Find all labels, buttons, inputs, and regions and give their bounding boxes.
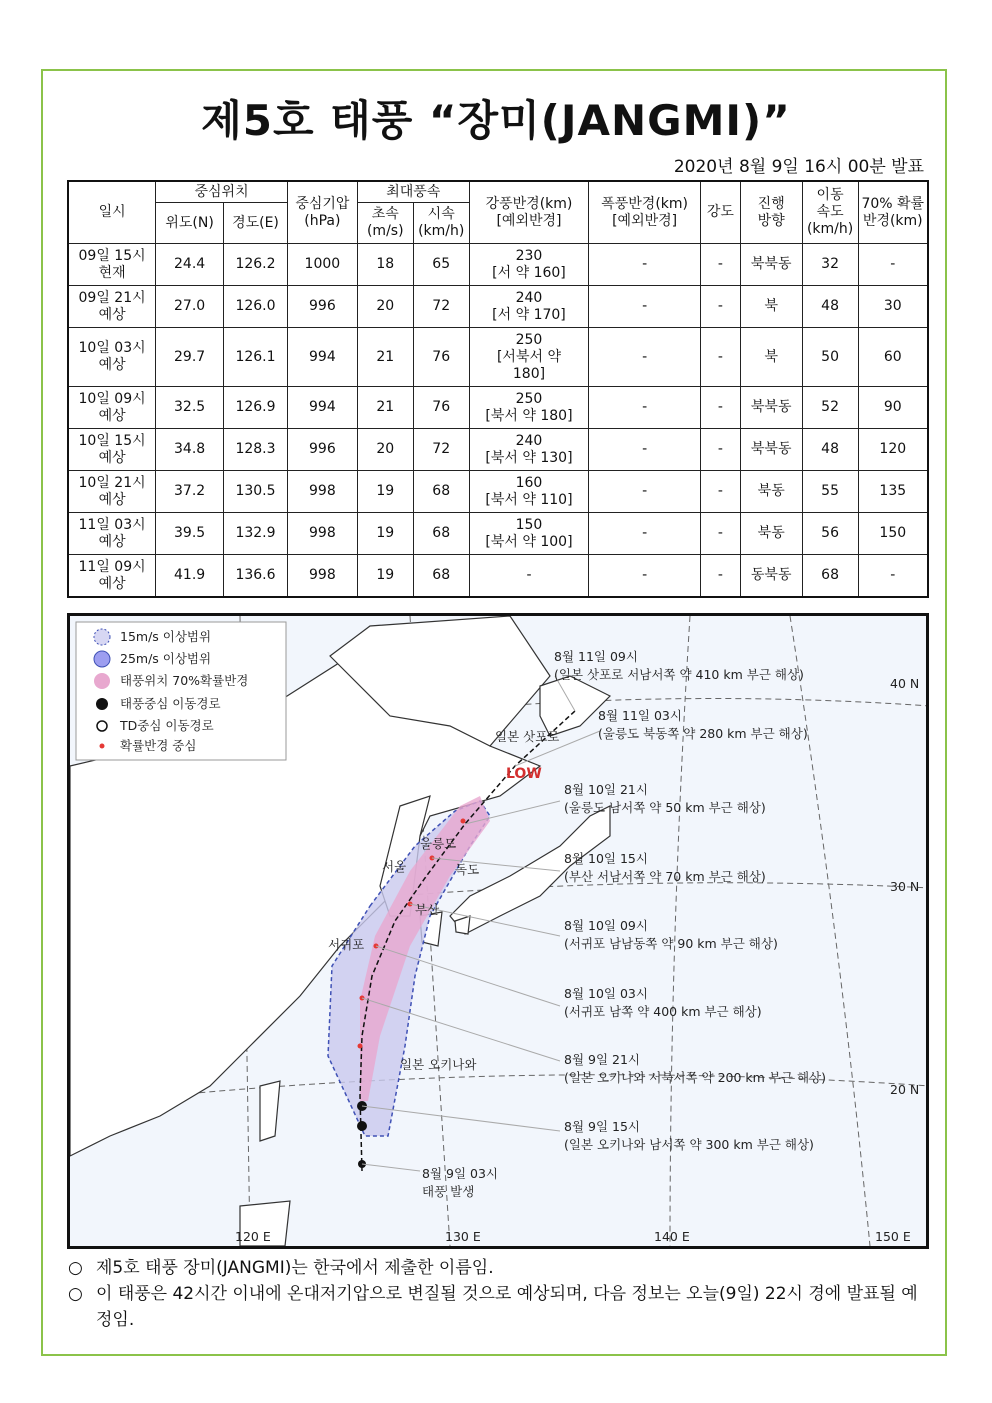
cell-spd: 32 [802,244,858,286]
header-strong-radius: 강풍반경(km) [예외반경] [469,181,589,244]
cell-time: 11일 03시 예상 [68,513,156,555]
cell-dir: 동북동 [740,555,802,598]
cell-lat: 32.5 [156,387,224,429]
place-seogwipo: 서귀포 [328,937,365,952]
table-row [68,286,928,328]
callout-10-21-time: 8월 10일 21시 [564,782,648,797]
cell-time: 10일 15시 예상 [68,429,156,471]
cell-dir: 북 [740,286,802,328]
cell-storm: - [589,555,701,598]
cell-p: 996 [287,429,357,471]
callout-09-03-time: 8월 9일 03시 [422,1166,498,1181]
cell-lon: 136.6 [224,555,288,598]
cell-prob: - [858,555,928,598]
cell-storm: - [589,328,701,387]
table-row [68,328,928,387]
place-dokdo: 독도 [455,862,480,877]
cell-int: - [700,244,740,286]
issue-date: 2020년 8월 9일 16시 00분 발표 [673,157,924,177]
callout-10-09-time: 8월 10일 09시 [564,918,648,933]
cell-storm: - [589,513,701,555]
cell-prob: 60 [858,328,928,387]
legend-text-track: 태풍중심 이동경로 [120,696,221,711]
cell-lon: 128.3 [224,429,288,471]
note-1-text: 제5호 태풍 장미(JANGMI)는 한국에서 제출한 이름임. [96,1258,494,1278]
cell-int: - [700,555,740,598]
callout-10-15-desc: (부산 서남서쪽 약 70 km 부근 해상) [564,869,766,884]
lat-20: 20 N [890,1082,920,1097]
cell-kmh: 68 [413,471,469,513]
callout-09-03-desc: 태풍 발생 [422,1184,475,1199]
cell-strong: 250 [북서 약 180] [469,387,589,429]
header-prob-radius: 70% 확률 반경(km) [858,181,928,244]
cell-storm: - [589,471,701,513]
cell-p: 998 [287,471,357,513]
header-intensity: 강도 [700,181,740,244]
cell-prob: 135 [858,471,928,513]
cell-storm: - [589,286,701,328]
note-1 [68,1255,928,1281]
cell-strong: 250 [서북서 약 180] [469,328,589,387]
cell-time: 11일 09시 예상 [68,555,156,598]
cell-spd: 55 [802,471,858,513]
note-1-bullet: ○ [68,1258,83,1278]
page-title: 제5호 태풍 “장미(JANGMI)” [201,96,791,145]
cell-spd: 48 [802,286,858,328]
cell-prob: 120 [858,429,928,471]
cell-lon: 126.2 [224,244,288,286]
place-sapporo: 일본 삿포로 [495,729,560,744]
legend-prob-icon [94,673,110,689]
cell-lat: 41.9 [156,555,224,598]
cell-int: - [700,328,740,387]
table-row [68,555,928,598]
cell-lat: 24.4 [156,244,224,286]
cell-int: - [700,513,740,555]
track-map [67,613,929,1249]
place-seoul: 서울 [382,859,407,874]
callout-09-15-desc: (일본 오키나와 남서쪽 약 300 km 부근 해상) [564,1137,814,1152]
cell-spd: 56 [802,513,858,555]
note-2 [68,1281,928,1333]
note-2-bullet: ○ [68,1284,83,1304]
cell-strong: 150 [북서 약 100] [469,513,589,555]
table-row [68,244,928,286]
cell-time: 10일 09시 예상 [68,387,156,429]
cell-ms: 20 [357,286,413,328]
callout-09-21-time: 8월 9일 21시 [564,1052,640,1067]
note-2-text: 이 태풍은 42시간 이내에 온대저기압으로 변질될 것으로 예상되며, 다음 정보는 오늘(9일) 22시 경에 발표될 예정임. [96,1284,918,1330]
table-row [68,387,928,429]
cell-int: - [700,387,740,429]
cell-strong: 240 [서 약 170] [469,286,589,328]
header-ms: 초속 (m/s) [357,203,413,244]
cell-int: - [700,429,740,471]
cell-strong: - [469,555,589,598]
cell-spd: 48 [802,429,858,471]
cell-ms: 20 [357,429,413,471]
cell-lat: 27.0 [156,286,224,328]
lon-150: 150 E [875,1229,911,1244]
header-storm-radius: 폭풍반경(km) [예외반경] [589,181,701,244]
cell-storm: - [589,387,701,429]
header-center: 중심위치 [156,181,288,203]
callout-09-15-time: 8월 9일 15시 [564,1119,640,1134]
cell-dir: 북북동 [740,387,802,429]
callout-10-21-desc: (울릉도 남서쪽 약 50 km 부근 해상) [564,800,766,815]
legend-text-td: TD중심 이동경로 [120,718,214,733]
cell-dir: 북 [740,328,802,387]
map-legend [76,622,286,760]
table-row [68,429,928,471]
cell-spd: 52 [802,387,858,429]
lat-30: 30 N [890,879,920,894]
legend-text-prob: 태풍위치 70%확률반경 [120,673,249,688]
cell-dir: 북동 [740,471,802,513]
cell-lat: 37.2 [156,471,224,513]
cell-time: 10일 21시 예상 [68,471,156,513]
cell-p: 994 [287,387,357,429]
table-row [68,513,928,555]
cell-dir: 북북동 [740,429,802,471]
cell-p: 1000 [287,244,357,286]
callout-11-09-desc: (일본 삿포로 서남서쪽 약 410 km 부근 해상) [554,667,804,682]
cell-ms: 19 [357,555,413,598]
cell-dir: 북북동 [740,244,802,286]
callout-11-03-desc: (울릉도 북동쪽 약 280 km 부근 해상) [598,726,808,741]
lon-140: 140 E [654,1229,690,1244]
cell-p: 996 [287,286,357,328]
place-ulleungdo: 울릉도 [420,836,457,851]
cell-p: 998 [287,555,357,598]
cell-kmh: 76 [413,328,469,387]
header-direction: 진행 방향 [740,181,802,244]
cell-ms: 18 [357,244,413,286]
cell-ms: 19 [357,513,413,555]
header-maxwind: 최대풍속 [357,181,469,203]
cell-lat: 34.8 [156,429,224,471]
cell-time: 09일 15시 현재 [68,244,156,286]
lon-120: 120 E [235,1229,271,1244]
cell-prob: 30 [858,286,928,328]
cell-prob: 150 [858,513,928,555]
cell-spd: 68 [802,555,858,598]
cell-p: 998 [287,513,357,555]
callout-10-03-desc: (서귀포 남쪽 약 400 km 부근 해상) [564,1004,762,1019]
header-lon: 경도(E) [224,203,288,244]
place-busan: 부산 [415,902,440,917]
cell-lon: 126.9 [224,387,288,429]
lat-40: 40 N [890,676,920,691]
legend-text-r25: 25m/s 이상범위 [120,651,212,666]
cell-kmh: 72 [413,429,469,471]
callout-10-09-desc: (서귀포 남남동쪽 약 90 km 부근 해상) [564,936,778,951]
cell-prob: - [858,244,928,286]
cell-kmh: 76 [413,387,469,429]
legend-r15-icon [94,629,110,645]
cell-strong: 240 [북서 약 130] [469,429,589,471]
cell-lon: 126.0 [224,286,288,328]
cell-lon: 130.5 [224,471,288,513]
cell-int: - [700,286,740,328]
cell-lat: 29.7 [156,328,224,387]
place-okinawa: 일본 오키나와 [400,1057,477,1072]
legend-text-r15: 15m/s 이상범위 [120,629,212,644]
cell-ms: 19 [357,471,413,513]
cell-strong: 230 [서 약 160] [469,244,589,286]
cell-storm: - [589,429,701,471]
legend-text-point: 확률반경 중심 [120,738,197,753]
header-kmh: 시속 (km/h) [413,203,469,244]
low-label: LOW [506,766,542,782]
table-row [68,471,928,513]
cell-lon: 126.1 [224,328,288,387]
callout-11-09-time: 8월 11일 09시 [554,649,638,664]
legend-r25-icon [94,651,110,667]
callout-10-15-time: 8월 10일 15시 [564,851,648,866]
cell-kmh: 65 [413,244,469,286]
cell-ms: 21 [357,328,413,387]
header-lat: 위도(N) [156,203,224,244]
cell-strong: 160 [북서 약 110] [469,471,589,513]
cell-dir: 북동 [740,513,802,555]
typhoon-symbol-09h [357,1121,367,1131]
cell-time: 10일 03시 예상 [68,328,156,387]
cell-prob: 90 [858,387,928,429]
cell-storm: - [589,244,701,286]
forecast-table [67,180,929,598]
cell-lon: 132.9 [224,513,288,555]
legend-point-icon [100,744,105,749]
cell-kmh: 68 [413,555,469,598]
notes [68,1255,928,1333]
cell-ms: 21 [357,387,413,429]
header-speed: 이동 속도 (km/h) [802,181,858,244]
cell-spd: 50 [802,328,858,387]
header-time: 일시 [68,181,156,244]
track-map-svg [70,616,926,1246]
callout-09-21-desc: (일본 오키나와 서북서쪽 약 200 km 부근 해상) [564,1070,826,1085]
cell-kmh: 72 [413,286,469,328]
cell-lat: 39.5 [156,513,224,555]
cell-time: 09일 21시 예상 [68,286,156,328]
lon-130: 130 E [445,1229,481,1244]
callout-11-03-time: 8월 11일 03시 [598,708,682,723]
cell-p: 994 [287,328,357,387]
legend-typhoon-icon [96,698,108,710]
cell-kmh: 68 [413,513,469,555]
header-pressure: 중심기압 (hPa) [287,181,357,244]
callout-10-03-time: 8월 10일 03시 [564,986,648,1001]
cell-int: - [700,471,740,513]
